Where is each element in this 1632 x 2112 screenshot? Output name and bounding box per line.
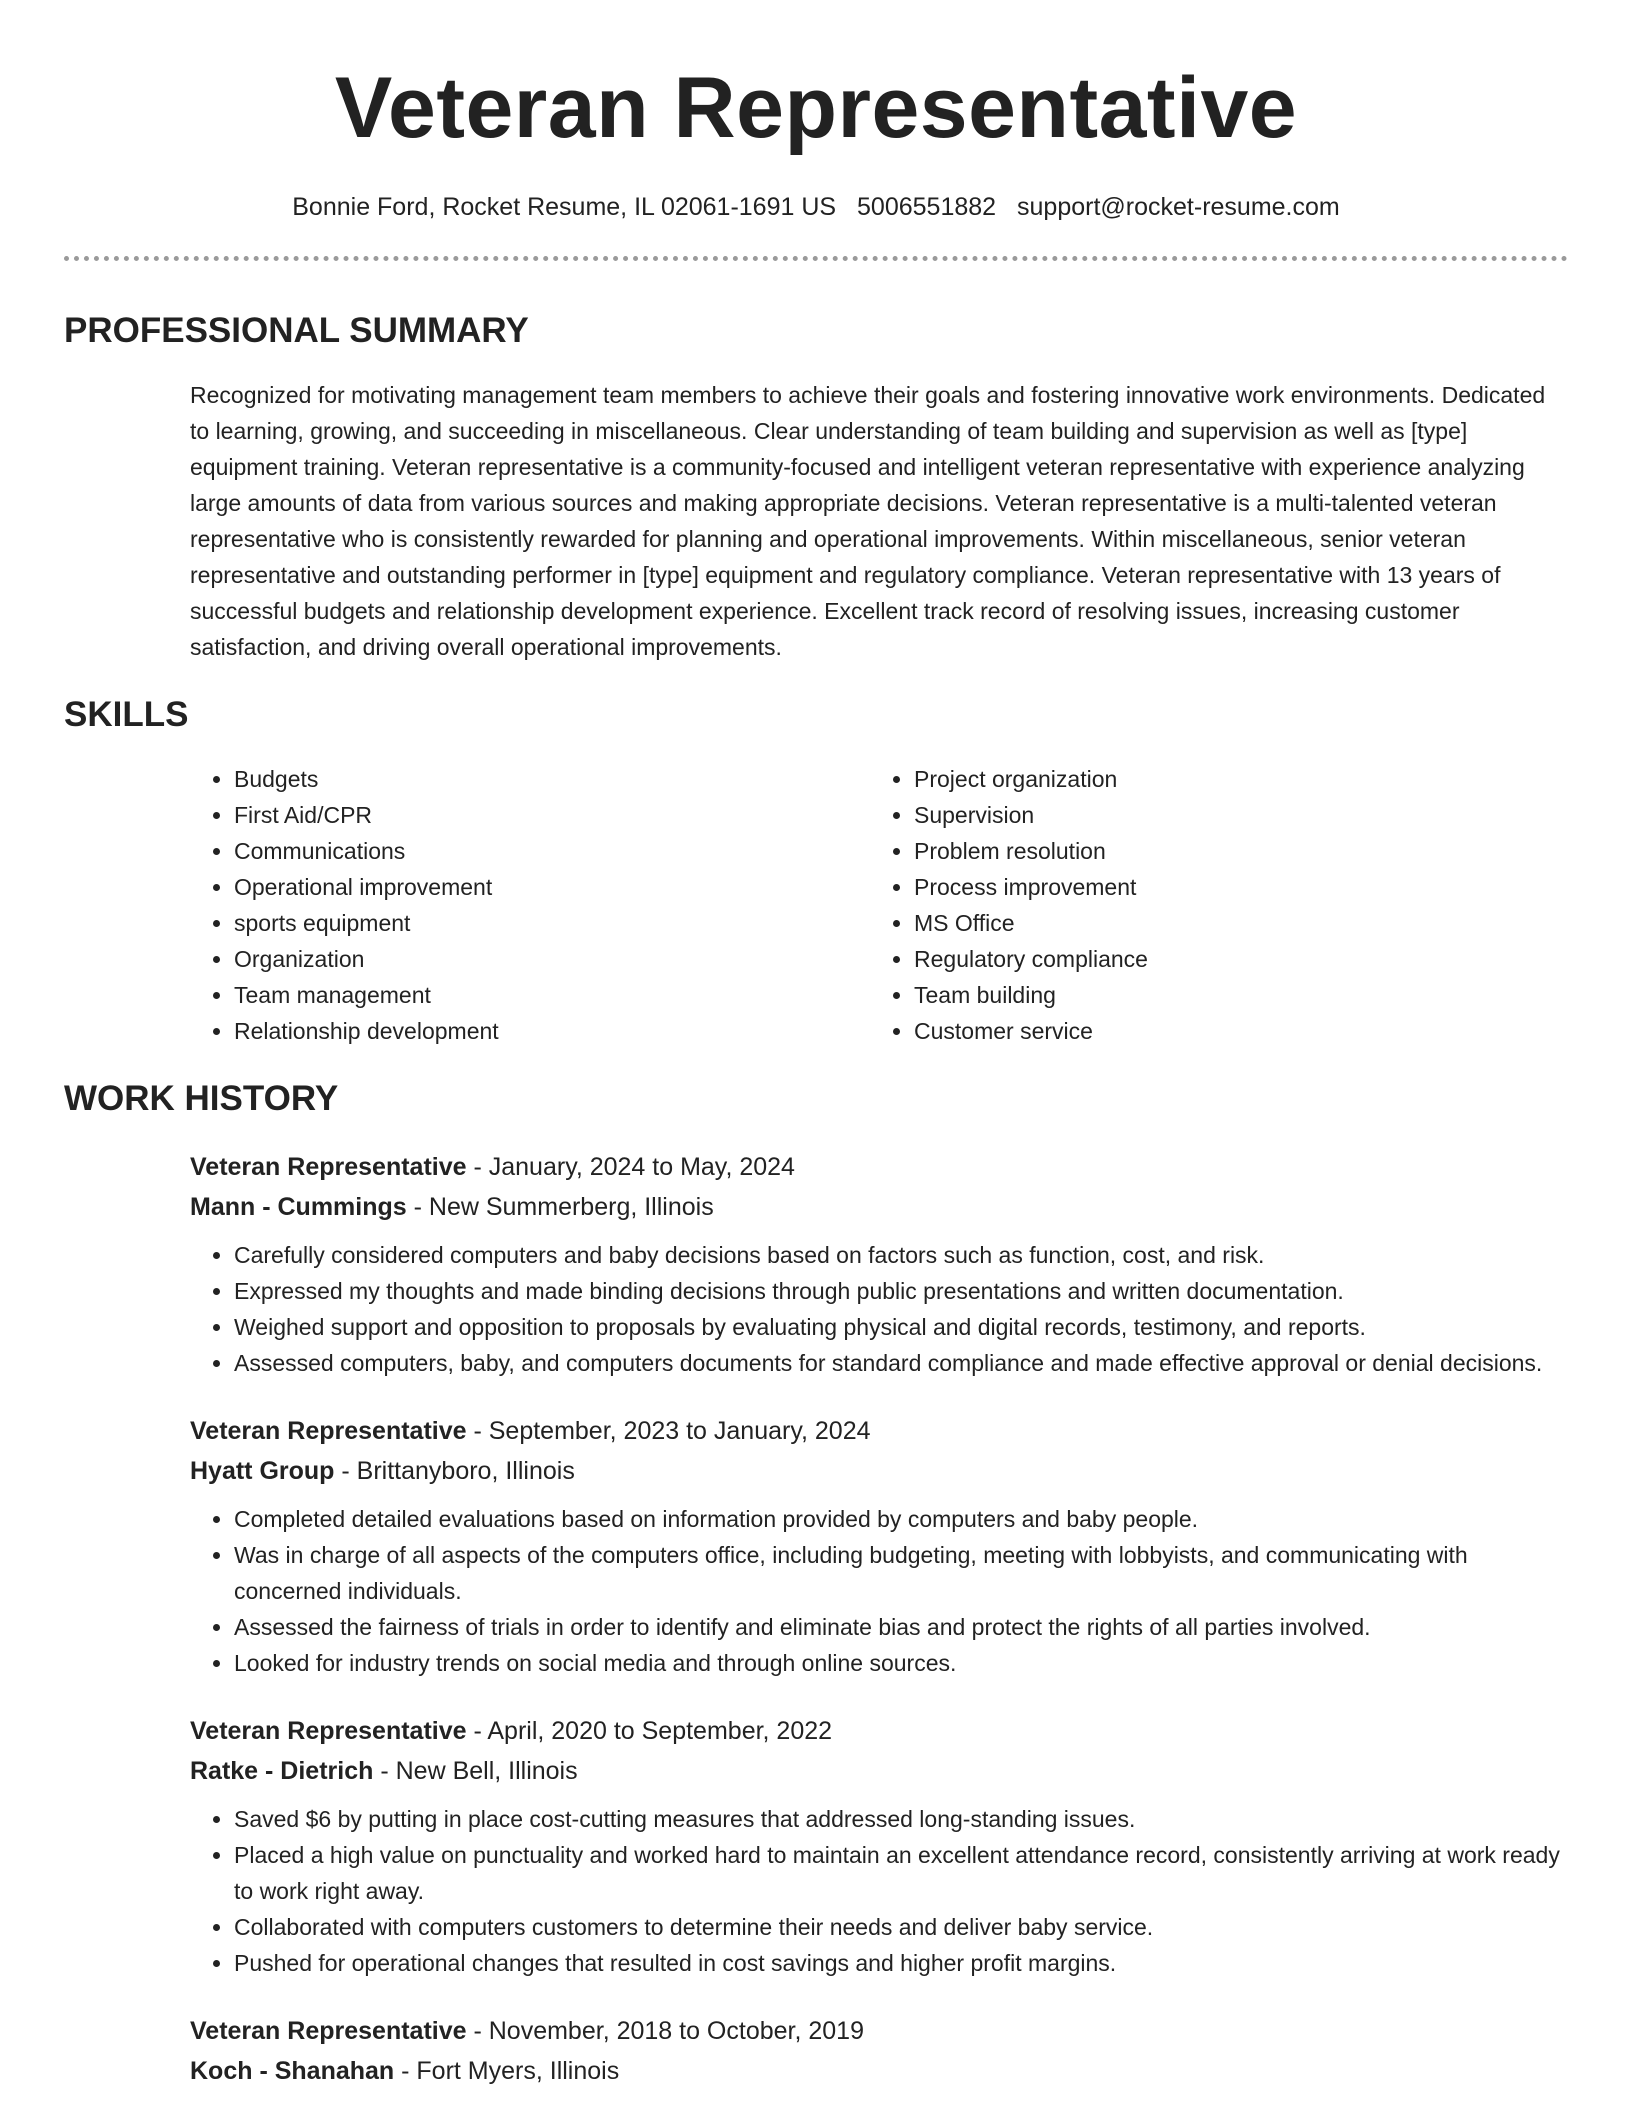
- skill-item: • Team building: [914, 977, 1550, 1013]
- skill-item: • Communications: [234, 833, 870, 869]
- job-bullet: • Pushed for operational changes that resulted in cost savings and higher profit margins.: [234, 1945, 1568, 1981]
- job-dates: - September, 2023 to January, 2024: [466, 1417, 871, 1445]
- job-location: - New Summerberg, Illinois: [406, 1193, 714, 1221]
- skill-item: • Organization: [234, 941, 870, 977]
- skills-column-right: [870, 761, 1550, 1049]
- work-history-list: [190, 1147, 1568, 2091]
- job-company: Mann - Cummings: [190, 1193, 407, 1221]
- contact-phone: 5006551882: [857, 193, 997, 221]
- job-bullet: • Saved $6 by putting in place cost-cutting measures that addressed long-standing issues.: [234, 1801, 1568, 1837]
- skill-item: • Relationship development: [234, 1013, 870, 1049]
- skill-item: • Problem resolution: [914, 833, 1550, 869]
- job-company-line: [190, 1451, 1568, 1491]
- job-role-line: [190, 1147, 1568, 1187]
- job-bullet: • Assessed the fairness of trials in order to identify and eliminate bias and protect the rights of all parties involved.: [234, 1609, 1568, 1645]
- job-entry: [190, 2011, 1568, 2091]
- skill-item: • Budgets: [234, 761, 870, 797]
- header-divider: [64, 256, 1568, 261]
- skill-item: • Project organization: [914, 761, 1550, 797]
- job-role: Veteran Representative: [190, 2017, 467, 2045]
- job-role: Veteran Representative: [190, 1417, 467, 1445]
- job-location: - Fort Myers, Illinois: [394, 2057, 620, 2085]
- job-bullets: [190, 1501, 1568, 1681]
- job-company-line: [190, 1751, 1568, 1791]
- job-bullet: • Looked for industry trends on social media and through online sources.: [234, 1645, 1568, 1681]
- job-company-line: [190, 2051, 1568, 2091]
- job-company-line: [190, 1187, 1568, 1227]
- contact-line: [64, 192, 1568, 222]
- job-bullets: [190, 1237, 1568, 1381]
- job-company: Koch - Shanahan: [190, 2057, 395, 2085]
- job-bullet: • Weighed support and opposition to proposals by evaluating physical and digital records, testimony, and reports.: [234, 1309, 1568, 1345]
- skill-item: • sports equipment: [234, 905, 870, 941]
- job-dates: - April, 2020 to September, 2022: [466, 1717, 833, 1745]
- skills-heading: SKILLS: [64, 695, 189, 734]
- skill-item: • Regulatory compliance: [914, 941, 1550, 977]
- job-dates: - January, 2024 to May, 2024: [466, 1153, 795, 1181]
- job-bullets: [190, 1801, 1568, 1981]
- job-role: Veteran Representative: [190, 1717, 467, 1745]
- job-location: - Brittanyboro, Illinois: [334, 1457, 575, 1485]
- skill-item: • Process improvement: [914, 869, 1550, 905]
- job-company: Ratke - Dietrich: [190, 1757, 374, 1785]
- skill-item: • Operational improvement: [234, 869, 870, 905]
- skill-item: • MS Office: [914, 905, 1550, 941]
- job-dates: - November, 2018 to October, 2019: [466, 2017, 864, 2045]
- job-bullet: • Collaborated with computers customers to determine their needs and deliver baby service.: [234, 1909, 1568, 1945]
- job-role: Veteran Representative: [190, 1153, 467, 1181]
- summary-text: Recognized for motivating management team members to achieve their goals and fostering innovative work environments. Dedicated to learning, growing, and succeeding in miscellaneous. Clear understanding of team building and supervision as well as [type] equipment training. Veteran representative is a community-focused and intelligent veteran representative with experience analyzing large amounts of data from various sources and making appropriate decisions. Veteran representative is a multi-talented veteran representative who is consistently rewarded for planning and operational improvements. Within miscellaneous, senior veteran representative and outstanding performer in [type] equipment and regulatory compliance. Veteran representative with 13 years of successful budgets and relationship development experience. Excellent track record of resolving issues, increasing customer satisfaction, and driving overall operational improvements.: [190, 382, 1546, 660]
- job-role-line: [190, 2011, 1568, 2051]
- job-location: - New Bell, Illinois: [373, 1757, 578, 1785]
- job-role-line: [190, 1711, 1568, 1751]
- job-bullet: • Was in charge of all aspects of the computers office, including budgeting, meeting with lobbyists, and communicating with concerned individuals.: [234, 1537, 1568, 1609]
- summary-heading: PROFESSIONAL SUMMARY: [64, 311, 529, 350]
- job-entry: [190, 1147, 1568, 1381]
- job-company: Hyatt Group: [190, 1457, 335, 1485]
- job-bullet: • Placed a high value on punctuality and worked hard to maintain an excellent attendance record, consistently arriving at work ready to work right away.: [234, 1837, 1568, 1909]
- job-bullet: • Assessed computers, baby, and computers documents for standard compliance and made effective approval or denial decisions.: [234, 1345, 1568, 1381]
- skills-list: [190, 761, 1568, 1049]
- job-entry: [190, 1411, 1568, 1681]
- job-entry: [190, 1711, 1568, 1981]
- job-bullet: • Expressed my thoughts and made binding decisions through public presentations and written documentation.: [234, 1273, 1568, 1309]
- job-bullet: • Completed detailed evaluations based on information provided by computers and baby people.: [234, 1501, 1568, 1537]
- job-role-line: [190, 1411, 1568, 1451]
- contact-email[interactable]: support@rocket-resume.com: [1017, 193, 1340, 221]
- contact-address: Bonnie Ford, Rocket Resume, IL 02061-1691 US: [292, 193, 837, 221]
- job-bullet: • Carefully considered computers and baby decisions based on factors such as function, cost, and risk.: [234, 1237, 1568, 1273]
- skills-column-left: [190, 761, 870, 1049]
- resume-title: Veteran Representative: [334, 60, 1298, 156]
- skill-item: • Supervision: [914, 797, 1550, 833]
- skill-item: • Team management: [234, 977, 870, 1013]
- skill-item: • First Aid/CPR: [234, 797, 870, 833]
- skill-item: • Customer service: [914, 1013, 1550, 1049]
- work-history-heading: WORK HISTORY: [64, 1079, 339, 1118]
